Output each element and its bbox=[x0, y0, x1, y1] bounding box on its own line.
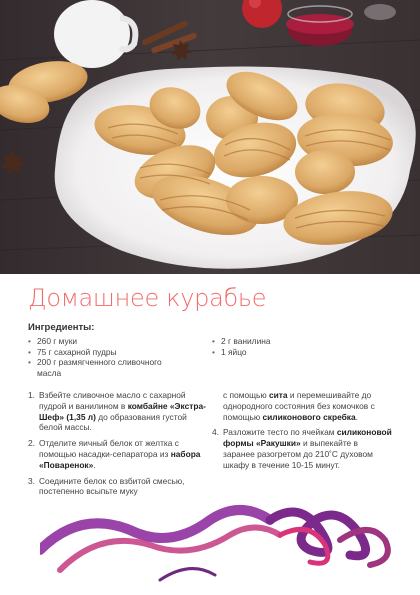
recipe-step bbox=[28, 390, 208, 433]
step-text: Отделите яичный белок от желтка с помощью насадки-сепаратора из bbox=[39, 438, 179, 459]
recipe-step-continued bbox=[212, 390, 392, 422]
ingredient-item: • 200 г размягченного сливочного масла bbox=[28, 357, 188, 378]
ingredient-item: • 260 г муки bbox=[28, 336, 188, 347]
recipe-step bbox=[28, 438, 208, 470]
ingredients-list-left bbox=[28, 336, 188, 378]
ribbon-decoration bbox=[40, 490, 400, 590]
ingredient-item: • 1 яйцо bbox=[212, 347, 362, 358]
step-text-bold: силиконового скребка bbox=[262, 411, 356, 422]
recipe-title: Домашнее курабье bbox=[28, 284, 267, 312]
ingredient-item: • 75 г сахарной пудры bbox=[28, 347, 188, 358]
step-text: Разложите тесто по ячейкам bbox=[223, 427, 337, 438]
step-number: 2. bbox=[28, 438, 35, 449]
recipe-step bbox=[212, 427, 392, 470]
step-number: 3. bbox=[28, 475, 35, 486]
step-text: Взбейте сливочное масло с сахарной пудрой и ванилином в bbox=[39, 390, 186, 411]
step-text: . bbox=[355, 411, 358, 422]
ingredients-heading: Ингредиенты: bbox=[28, 322, 95, 333]
step-text: и перемешивайте до однородного состояния без комочков с помощью bbox=[223, 390, 375, 422]
step-number: 4. bbox=[212, 427, 219, 438]
ingredient-item: • 2 г ванилина bbox=[212, 336, 362, 347]
step-text: . bbox=[93, 459, 96, 470]
step-text: с помощью bbox=[223, 390, 269, 400]
steps-column-left bbox=[28, 390, 208, 502]
step-text-bold: набора «Поваренок» bbox=[39, 448, 201, 470]
ingredients-list-right bbox=[212, 336, 362, 357]
step-text: до образования густой белой массы. bbox=[39, 411, 187, 433]
step-text: Соедините белок со взбитой смесью, постепенно всыпьте муку bbox=[39, 475, 185, 497]
step-text: и выпекайте в заранее разогретом до 210˚С духовом шкафу в течение 10-15 минут. bbox=[223, 438, 373, 470]
step-number: 1. bbox=[28, 390, 35, 400]
step-text-bold: сита bbox=[269, 390, 288, 400]
step-text-bold: силиконовой формы «Ракушки» bbox=[223, 427, 392, 449]
cookies-photo bbox=[0, 0, 420, 274]
step-text-bold: комбайне «Экстра-Шеф» (1,35 л) bbox=[39, 400, 206, 422]
steps-column-right bbox=[212, 390, 392, 476]
